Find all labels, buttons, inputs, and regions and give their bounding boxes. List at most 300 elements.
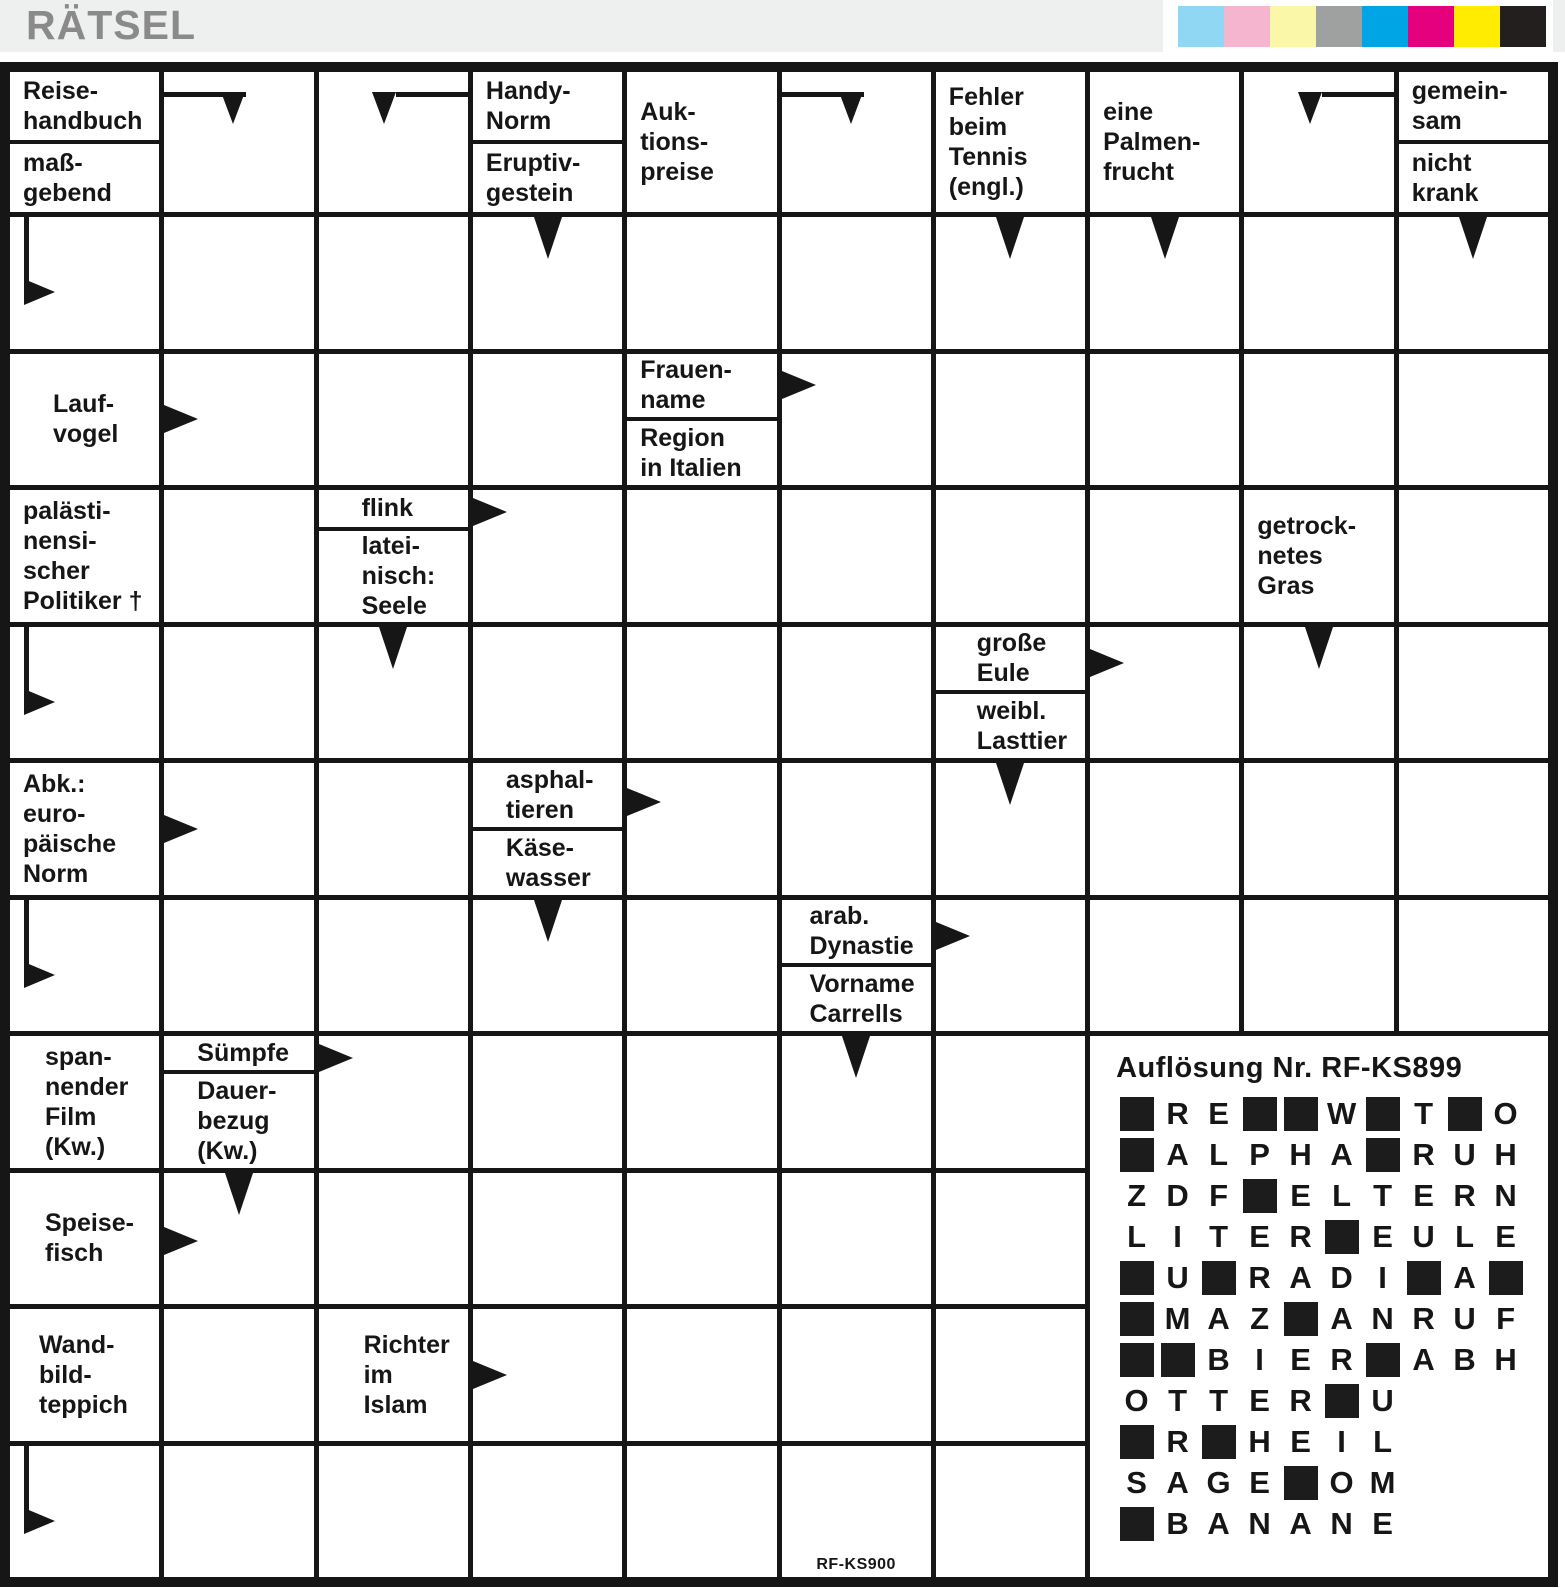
solution-black-square: [1116, 1339, 1157, 1380]
clue-text-line: tieren: [505, 795, 574, 824]
solution-black-square: [1161, 1343, 1195, 1377]
bend-down-arrow-icon: [1298, 92, 1322, 124]
right-arrow-icon: [936, 922, 970, 950]
solution-letter: O: [1124, 1382, 1149, 1418]
clue-text-line: weibl.: [976, 697, 1047, 726]
solution-letter: E: [1290, 1423, 1311, 1459]
solution-letter: R: [1248, 1259, 1271, 1295]
clue-cell-r4c9: [1244, 490, 1393, 622]
answer-cell-r5c10[interactable]: [1399, 627, 1548, 759]
answer-cell-r7c8[interactable]: [1090, 900, 1239, 1032]
color-swatch-3: [1270, 6, 1316, 47]
answer-cell-r2c3[interactable]: [319, 217, 468, 349]
answer-cell-r3c6[interactable]: [782, 354, 931, 486]
clue-bottom-half: [1399, 144, 1548, 212]
solution-title: Auflösung Nr. RF-KS899: [1116, 1052, 1463, 1084]
answer-cell-r7c10[interactable]: [1399, 900, 1548, 1032]
solution-letter: D: [1330, 1259, 1353, 1295]
answer-cell-r11c2[interactable]: [164, 1446, 313, 1578]
clue-bottom-half: [936, 694, 1085, 758]
solution-black-square: [1198, 1257, 1239, 1298]
solution-black-square: [1284, 1302, 1318, 1336]
answer-cell-r6c6[interactable]: [782, 763, 931, 895]
answer-cell-r9c6[interactable]: [782, 1173, 931, 1305]
answer-cell-r6c9[interactable]: [1244, 763, 1393, 895]
clue-cell-r10c3: [319, 1309, 468, 1441]
clue-text-line: span-: [45, 1042, 112, 1071]
clue-cell-r8c2: [164, 1036, 313, 1168]
clue-cell-r1c8: [1090, 72, 1239, 212]
clue-text-line: arab.: [809, 902, 870, 931]
solution-letter: A: [1330, 1300, 1353, 1336]
answer-cell-r7c4[interactable]: [473, 900, 622, 1032]
clue-top-half: [782, 900, 931, 968]
solution-letter: B: [1166, 1505, 1189, 1541]
solution-black-square: [1116, 1298, 1157, 1339]
solution-black-square: [1489, 1261, 1523, 1295]
right-arrow-icon: [473, 1361, 507, 1389]
solution-black-square: [1485, 1257, 1526, 1298]
solution-letter: T: [1168, 1382, 1188, 1418]
clue-text-line: handbuch: [23, 107, 143, 135]
clue-text-line: Auk-: [640, 98, 696, 126]
down-arrow-icon: [996, 763, 1024, 805]
clue-bottom-half: [627, 421, 776, 485]
clue-cell-r1c4: [473, 72, 622, 212]
answer-cell-r11c1[interactable]: [10, 1446, 159, 1578]
solution-black-square: [1243, 1097, 1277, 1131]
solution-letter: A: [1453, 1259, 1476, 1295]
clue-text-line: nender: [45, 1072, 129, 1101]
answer-cell-r2c8[interactable]: [1090, 217, 1239, 349]
clue-text-line: Reise-: [23, 77, 99, 105]
solution-letter: R: [1330, 1341, 1353, 1377]
solution-letter: H: [1494, 1341, 1517, 1377]
clue-text-line: preise: [640, 158, 714, 186]
clue-text-line: (Kw.): [197, 1136, 258, 1165]
clue-text-line: Eule: [976, 659, 1030, 688]
solution-letter: P: [1249, 1136, 1270, 1172]
answer-cell-r2c7[interactable]: [936, 217, 1085, 349]
clue-text-line: päische: [23, 829, 117, 858]
clue-text-line: (Kw.): [45, 1132, 106, 1161]
clue-text-line: scher: [23, 556, 90, 585]
clue-cell-r9c1: [10, 1173, 159, 1305]
answer-cell-r6c10[interactable]: [1399, 763, 1548, 895]
solution-letter: A: [1207, 1505, 1230, 1541]
solution-black-square: [1362, 1339, 1403, 1380]
clue-text-line: Eruptiv-: [485, 149, 581, 177]
answer-cell-r4c2[interactable]: [164, 490, 313, 622]
clue-text-line: Käse-: [505, 833, 574, 862]
clue-text-line: Lauf-: [53, 390, 115, 419]
clue-cell-r1c10: [1399, 72, 1548, 212]
solution-letter: E: [1290, 1341, 1311, 1377]
color-swatch-1: [1178, 6, 1224, 47]
answer-cell-r4c7[interactable]: [936, 490, 1085, 622]
answer-cell-r7c7[interactable]: [936, 900, 1085, 1032]
solution-letter: B: [1453, 1341, 1476, 1377]
answer-cell-r5c2[interactable]: [164, 627, 313, 759]
answer-cell-r8c7[interactable]: [936, 1036, 1085, 1168]
answer-cell-r3c10[interactable]: [1399, 354, 1548, 486]
color-swatch-6: [1408, 6, 1454, 47]
solution-black-square: [1280, 1298, 1321, 1339]
clue-top-half: [1399, 72, 1548, 144]
solution-letter: U: [1412, 1218, 1435, 1254]
clue-cell-r4c1: [10, 490, 159, 622]
answer-cell-r4c5[interactable]: [627, 490, 776, 622]
solution-letter: L: [1332, 1177, 1352, 1213]
answer-cell-r6c3[interactable]: [319, 763, 468, 895]
answer-cell-r6c2[interactable]: [164, 763, 313, 895]
solution-row: [1116, 1216, 1548, 1257]
clue-cell-r8c1: [10, 1036, 159, 1168]
clue-top-half: [164, 1036, 313, 1074]
clue-text-line: Politiker †: [23, 586, 143, 615]
answer-cell-r2c5[interactable]: [627, 217, 776, 349]
answer-cell-r10c2[interactable]: [164, 1309, 313, 1441]
answer-cell-r7c9[interactable]: [1244, 900, 1393, 1032]
clue-text-line: Norm: [23, 859, 89, 888]
solution-letter: U: [1453, 1300, 1476, 1336]
solution-letter: F: [1209, 1177, 1229, 1213]
clue-cell-r1c1: [10, 72, 159, 212]
answer-cell-r1c3[interactable]: [319, 72, 468, 212]
answer-cell-r11c3[interactable]: [319, 1446, 468, 1578]
answer-cell-r9c5[interactable]: [627, 1173, 776, 1305]
clue-text-line: Abk.:: [23, 769, 86, 798]
clue-top-half: [473, 72, 622, 144]
answer-cell-r10c5[interactable]: [627, 1309, 776, 1441]
solution-letter: A: [1207, 1300, 1230, 1336]
answer-cell-r3c4[interactable]: [473, 354, 622, 486]
clue-text: [10, 1036, 159, 1168]
answer-cell-r3c2[interactable]: [164, 354, 313, 486]
answer-cell-r9c7[interactable]: [936, 1173, 1085, 1305]
bend-down-arrow-icon: [396, 92, 468, 97]
clue-cell-r4c3: [319, 490, 468, 622]
clue-bottom-half: [473, 144, 622, 212]
answer-cell-r7c5[interactable]: [627, 900, 776, 1032]
solution-letter: O: [1493, 1095, 1518, 1131]
solution-letter: L: [1127, 1218, 1147, 1254]
page-title: RÄTSEL: [26, 2, 196, 48]
answer-cell-r11c6[interactable]: [782, 1446, 931, 1578]
solution-letter: E: [1372, 1218, 1393, 1254]
solution-letter: R: [1166, 1095, 1189, 1131]
right-arrow-icon: [164, 405, 198, 433]
color-swatch-5: [1362, 6, 1408, 47]
clue-text: [1090, 72, 1239, 212]
answer-cell-r8c4[interactable]: [473, 1036, 622, 1168]
solution-letter: A: [1412, 1341, 1435, 1377]
clue-text-line: Tennis: [948, 143, 1028, 171]
solution-black-square: [1239, 1175, 1280, 1216]
bend-down-arrow-icon: [839, 92, 863, 124]
clue-cell-r3c5: [627, 354, 776, 486]
solution-letter: T: [1373, 1177, 1393, 1213]
solution-black-square: [1120, 1343, 1154, 1377]
solution-black-square: [1116, 1421, 1157, 1462]
clue-text-line: Dauer-: [197, 1076, 277, 1105]
answer-cell-r3c9[interactable]: [1244, 354, 1393, 486]
answer-cell-r5c1[interactable]: [10, 627, 159, 759]
answer-cell-r5c8[interactable]: [1090, 627, 1239, 759]
right-arrow-icon: [473, 498, 507, 526]
clue-text-line: Fehler: [948, 83, 1024, 111]
clue-cell-r10c1: [10, 1309, 159, 1441]
clue-text-line: teppich: [39, 1390, 128, 1419]
clue-text: [10, 1309, 159, 1441]
clue-text-line: Norm: [485, 107, 552, 135]
clue-text-line: Speise-: [45, 1209, 134, 1238]
answer-cell-r5c4[interactable]: [473, 627, 622, 759]
answer-cell-r4c4[interactable]: [473, 490, 622, 622]
solution-letter: E: [1372, 1505, 1393, 1541]
answer-cell-r3c7[interactable]: [936, 354, 1085, 486]
solution-black-square: [1284, 1097, 1318, 1131]
solution-black-square: [1280, 1462, 1321, 1503]
clue-text-line: flink: [361, 494, 413, 523]
clue-text-line: nisch:: [361, 562, 436, 591]
solution-letter: M: [1369, 1464, 1396, 1500]
solution-black-square: [1321, 1380, 1362, 1421]
solution-row: [1116, 1462, 1548, 1503]
answer-cell-r6c7[interactable]: [936, 763, 1085, 895]
solution-box: [1090, 1036, 1548, 1577]
solution-black-square: [1325, 1384, 1359, 1418]
solution-black-square: [1321, 1216, 1362, 1257]
clue-bottom-half: [782, 967, 931, 1031]
clue-text-line: in Italien: [640, 454, 742, 483]
page-header: [0, 0, 1565, 52]
clue-bottom-half: [319, 531, 468, 622]
answer-cell-r3c8[interactable]: [1090, 354, 1239, 486]
bend-down-arrow-icon: [1322, 92, 1394, 97]
clue-text: [627, 72, 776, 212]
clue-top-half: [936, 627, 1085, 695]
clue-cell-r6c4: [473, 763, 622, 895]
solution-letter: A: [1166, 1464, 1189, 1500]
color-swatch-8: [1500, 6, 1546, 47]
clue-text-line: Handy-: [485, 77, 571, 105]
clue-text-line: euro-: [23, 799, 86, 828]
answer-cell-r6c5[interactable]: [627, 763, 776, 895]
solution-letter: H: [1289, 1136, 1312, 1172]
solution-black-square: [1120, 1302, 1154, 1336]
solution-black-square: [1284, 1466, 1318, 1500]
clue-cell-r1c5: [627, 72, 776, 212]
clue-text-line: große: [976, 629, 1047, 658]
clue-text-line: Richter: [363, 1330, 450, 1359]
solution-black-square: [1366, 1097, 1400, 1131]
solution-black-square: [1202, 1425, 1236, 1459]
answer-cell-r11c7[interactable]: [936, 1446, 1085, 1578]
down-arrow-icon: [225, 1173, 253, 1215]
answer-cell-r5c6[interactable]: [782, 627, 931, 759]
answer-cell-r11c4[interactable]: [473, 1446, 622, 1578]
solution-row: [1116, 1421, 1548, 1462]
solution-black-square: [1120, 1138, 1154, 1172]
answer-cell-r2c4[interactable]: [473, 217, 622, 349]
clue-text-line: palästi-: [23, 496, 111, 525]
clue-text-line: Frauen-: [640, 356, 732, 385]
clue-text-line: sam: [1411, 107, 1462, 135]
solution-letter: E: [1413, 1177, 1434, 1213]
answer-cell-r11c5[interactable]: [627, 1446, 776, 1578]
solution-black-square: [1403, 1257, 1444, 1298]
solution-letter: E: [1208, 1095, 1229, 1131]
solution-letter: T: [1209, 1382, 1229, 1418]
solution-black-square: [1116, 1257, 1157, 1298]
right-arrow-icon: [164, 1227, 198, 1255]
answer-cell-r9c4[interactable]: [473, 1173, 622, 1305]
down-arrow-icon: [379, 627, 407, 669]
answer-cell-r7c2[interactable]: [164, 900, 313, 1032]
solution-row: [1116, 1257, 1548, 1298]
clue-text-line: Gras: [1257, 571, 1315, 600]
clue-bottom-half: [164, 1074, 313, 1167]
bend-right-arrow-icon: [24, 962, 55, 988]
solution-black-square: [1243, 1179, 1277, 1213]
clue-text-line: Wand-: [39, 1330, 115, 1359]
clue-text-line: im: [363, 1360, 393, 1389]
clue-text-line: krank: [1411, 179, 1479, 207]
solution-letter: W: [1326, 1095, 1357, 1131]
clue-bottom-half: [473, 831, 622, 895]
solution-letter: I: [1255, 1341, 1264, 1377]
clue-text-line: beim: [948, 113, 1008, 141]
answer-cell-r5c9[interactable]: [1244, 627, 1393, 759]
solution-row: [1116, 1339, 1548, 1380]
solution-letter: E: [1249, 1464, 1270, 1500]
answer-cell-r8c5[interactable]: [627, 1036, 776, 1168]
answer-cell-r5c3[interactable]: [319, 627, 468, 759]
clue-top-half: [627, 354, 776, 422]
solution-letter: I: [1173, 1218, 1182, 1254]
solution-row: [1116, 1503, 1548, 1544]
clue-text: [10, 490, 159, 622]
answer-cell-r7c3[interactable]: [319, 900, 468, 1032]
clue-text-line: getrock-: [1257, 511, 1357, 540]
solution-letter: S: [1126, 1464, 1147, 1500]
down-arrow-icon: [1305, 627, 1333, 669]
clue-text-line: wasser: [505, 863, 591, 892]
clue-text-line: nicht: [1411, 149, 1472, 177]
solution-black-square: [1362, 1134, 1403, 1175]
clue-text-line: Film: [45, 1102, 97, 1131]
answer-cell-r4c6[interactable]: [782, 490, 931, 622]
clue-text-line: frucht: [1103, 158, 1174, 186]
answer-cell-r2c10[interactable]: [1399, 217, 1548, 349]
solution-letter: E: [1495, 1218, 1516, 1254]
answer-cell-r8c3[interactable]: [319, 1036, 468, 1168]
answer-cell-r10c7[interactable]: [936, 1309, 1085, 1441]
clue-text: [1244, 490, 1393, 622]
answer-cell-r4c8[interactable]: [1090, 490, 1239, 622]
down-arrow-icon: [842, 1036, 870, 1078]
clue-text-line: Islam: [363, 1390, 428, 1419]
clue-text-line: Carrells: [809, 1000, 903, 1029]
down-arrow-icon: [534, 900, 562, 942]
clue-cell-r6c1: [10, 763, 159, 895]
clue-text-line: bezug: [197, 1106, 270, 1135]
answer-cell-r5c5[interactable]: [627, 627, 776, 759]
solution-black-square: [1448, 1097, 1482, 1131]
solution-black-square: [1116, 1503, 1157, 1544]
solution-letter: G: [1206, 1464, 1231, 1500]
solution-row: [1116, 1093, 1548, 1134]
clue-text: [10, 1173, 159, 1305]
answer-cell-r2c6[interactable]: [782, 217, 931, 349]
clue-text-line: maß-: [23, 149, 83, 177]
bend-right-arrow-icon: [24, 279, 55, 305]
answer-cell-r10c4[interactable]: [473, 1309, 622, 1441]
solution-letter: R: [1412, 1300, 1435, 1336]
solution-black-square: [1202, 1261, 1236, 1295]
puzzle-code: RF-KS900: [816, 1556, 896, 1573]
answer-cell-r3c3[interactable]: [319, 354, 468, 486]
solution-black-square: [1366, 1138, 1400, 1172]
clue-text-line: tions-: [640, 128, 709, 156]
solution-black-square: [1116, 1093, 1157, 1134]
answer-cell-r6c8[interactable]: [1090, 763, 1239, 895]
right-arrow-icon: [319, 1044, 353, 1072]
answer-cell-r9c2[interactable]: [164, 1173, 313, 1305]
clue-cell-r1c7: [936, 72, 1085, 212]
answer-cell-r9c3[interactable]: [319, 1173, 468, 1305]
answer-cell-r8c6[interactable]: [782, 1036, 931, 1168]
clue-text-line: netes: [1257, 541, 1323, 570]
solution-letter: N: [1330, 1505, 1353, 1541]
answer-cell-r1c2[interactable]: [164, 72, 313, 212]
color-swatch-2: [1224, 6, 1270, 47]
clue-text-line: bild-: [39, 1360, 92, 1389]
clue-bottom-half: [10, 144, 159, 212]
solution-black-square: [1366, 1343, 1400, 1377]
crossword-grid: [0, 62, 1558, 1587]
color-swatch-4: [1316, 6, 1362, 47]
solution-letter: R: [1289, 1382, 1312, 1418]
solution-letter: N: [1248, 1505, 1271, 1541]
answer-cell-r1c6[interactable]: [782, 72, 931, 212]
solution-letter: M: [1164, 1300, 1191, 1336]
solution-black-square: [1407, 1261, 1441, 1295]
solution-row: [1116, 1298, 1548, 1339]
answer-cell-r2c2[interactable]: [164, 217, 313, 349]
solution-letter: Z: [1127, 1177, 1147, 1213]
clue-text-line: asphal-: [505, 765, 594, 794]
answer-cell-r4c10[interactable]: [1399, 490, 1548, 622]
clue-text-line: (engl.): [948, 173, 1024, 201]
solution-black-square: [1280, 1093, 1321, 1134]
clue-text: [319, 1309, 468, 1441]
solution-letter: A: [1166, 1136, 1189, 1172]
answer-cell-r10c6[interactable]: [782, 1309, 931, 1441]
clue-text: [936, 72, 1085, 212]
solution-letter: B: [1207, 1341, 1230, 1377]
bend-down-arrow-icon: [221, 92, 245, 124]
solution-letter: E: [1249, 1382, 1270, 1418]
solution-letter: R: [1166, 1423, 1189, 1459]
answer-cell-r2c9[interactable]: [1244, 217, 1393, 349]
clue-text-line: nensi-: [23, 526, 97, 555]
answer-cell-r7c1[interactable]: [10, 900, 159, 1032]
solution-letter: A: [1289, 1505, 1312, 1541]
answer-cell-r2c1[interactable]: [10, 217, 159, 349]
answer-cell-r1c9[interactable]: [1244, 72, 1393, 212]
